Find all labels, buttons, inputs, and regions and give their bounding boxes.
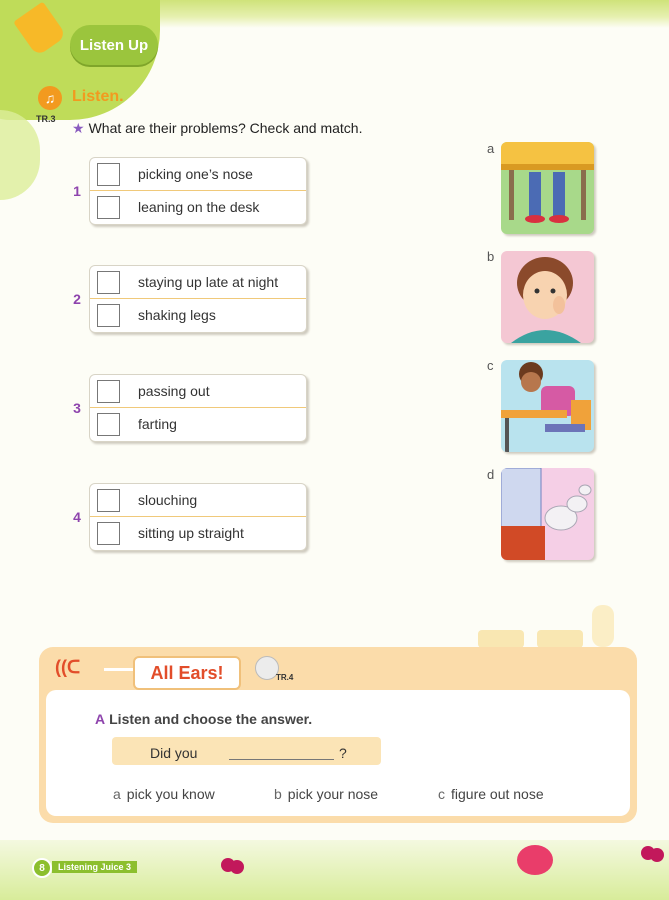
group-number-3: 3 bbox=[73, 400, 81, 416]
farting-picture bbox=[501, 468, 594, 560]
apple-icon bbox=[517, 845, 553, 875]
choice-letter: c bbox=[438, 786, 445, 802]
nose-picking-picture bbox=[501, 251, 594, 343]
option-text: picking one’s nose bbox=[138, 166, 253, 182]
sleeping-student-icon bbox=[501, 360, 594, 452]
checkbox[interactable] bbox=[97, 163, 120, 186]
option-row bbox=[90, 484, 306, 516]
connector-line bbox=[104, 668, 136, 671]
answer-blank[interactable] bbox=[229, 759, 334, 760]
track-label-2: TR.4 bbox=[276, 673, 294, 682]
instruction-text: What are their problems? Check and match. bbox=[88, 120, 363, 136]
nose-picking-icon bbox=[501, 251, 594, 343]
option-row bbox=[90, 158, 306, 190]
cherry-icon bbox=[650, 848, 664, 862]
choice-letter: a bbox=[113, 786, 121, 802]
picture-letter-c: c bbox=[487, 358, 494, 373]
choice-letter: b bbox=[274, 786, 282, 802]
picture-letter-a: a bbox=[487, 141, 495, 156]
all-ears-title: All Ears! bbox=[133, 656, 241, 690]
decorative-block bbox=[537, 630, 583, 648]
checkbox[interactable] bbox=[97, 413, 120, 436]
choice-text: pick your nose bbox=[287, 786, 379, 802]
listen-up-banner: Listen Up bbox=[70, 25, 158, 65]
checkbox[interactable] bbox=[97, 380, 120, 403]
sleeping-student-picture bbox=[501, 360, 594, 452]
prompt-end: ? bbox=[339, 745, 347, 761]
option-row bbox=[90, 266, 306, 298]
choice-c[interactable] bbox=[438, 786, 544, 802]
group-number-4: 4 bbox=[73, 509, 81, 525]
checkbox[interactable] bbox=[97, 304, 120, 327]
option-group-2 bbox=[89, 265, 307, 333]
page-number: 8 bbox=[32, 858, 52, 878]
option-text: sitting up straight bbox=[138, 525, 244, 541]
option-text: slouching bbox=[138, 492, 198, 508]
cherry-icon bbox=[230, 860, 244, 874]
exercise-letter: A bbox=[95, 711, 106, 727]
headphones-icon: ♫ bbox=[38, 86, 62, 110]
checkbox[interactable] bbox=[97, 196, 120, 219]
option-row bbox=[90, 299, 306, 331]
star-icon: ★ bbox=[72, 120, 85, 136]
checkbox[interactable] bbox=[97, 271, 120, 294]
section-title: Listen. bbox=[72, 88, 124, 105]
juice-drip-decoration bbox=[0, 110, 40, 200]
track-label: TR.3 bbox=[36, 114, 56, 124]
option-row bbox=[90, 408, 306, 440]
option-row bbox=[90, 375, 306, 407]
choice-text: figure out nose bbox=[451, 786, 544, 802]
group-number-2: 2 bbox=[73, 291, 81, 307]
desk-legs-icon bbox=[501, 142, 594, 234]
option-row bbox=[90, 517, 306, 549]
exercise-a-heading bbox=[95, 711, 312, 727]
instruction bbox=[72, 120, 362, 137]
option-row bbox=[90, 191, 306, 223]
choice-text: pick you know bbox=[126, 786, 215, 802]
checkbox[interactable] bbox=[97, 489, 120, 512]
ear-icon: ((ᑕ bbox=[55, 657, 81, 677]
option-text: leaning on the desk bbox=[138, 199, 260, 215]
option-group-3 bbox=[89, 374, 307, 442]
option-text: passing out bbox=[138, 383, 210, 399]
desk-legs-picture bbox=[501, 142, 594, 234]
decorative-block bbox=[478, 630, 524, 648]
picture-letter-d: d bbox=[487, 467, 495, 482]
option-group-1 bbox=[89, 157, 307, 225]
option-text: shaking legs bbox=[138, 307, 216, 323]
option-text: farting bbox=[138, 416, 177, 432]
farting-icon bbox=[501, 468, 594, 560]
prompt-text: Did you bbox=[150, 745, 198, 761]
book-title: Listening Juice 3 bbox=[52, 861, 137, 873]
option-text: staying up late at night bbox=[138, 274, 279, 290]
choice-b[interactable] bbox=[274, 786, 378, 802]
picture-letter-b: b bbox=[487, 249, 495, 264]
checkbox[interactable] bbox=[97, 522, 120, 545]
option-group-4 bbox=[89, 483, 307, 551]
choice-a[interactable] bbox=[113, 786, 215, 802]
exercise-text: Listen and choose the answer. bbox=[109, 711, 313, 727]
group-number-1: 1 bbox=[73, 183, 81, 199]
decorative-pipe bbox=[592, 605, 614, 647]
